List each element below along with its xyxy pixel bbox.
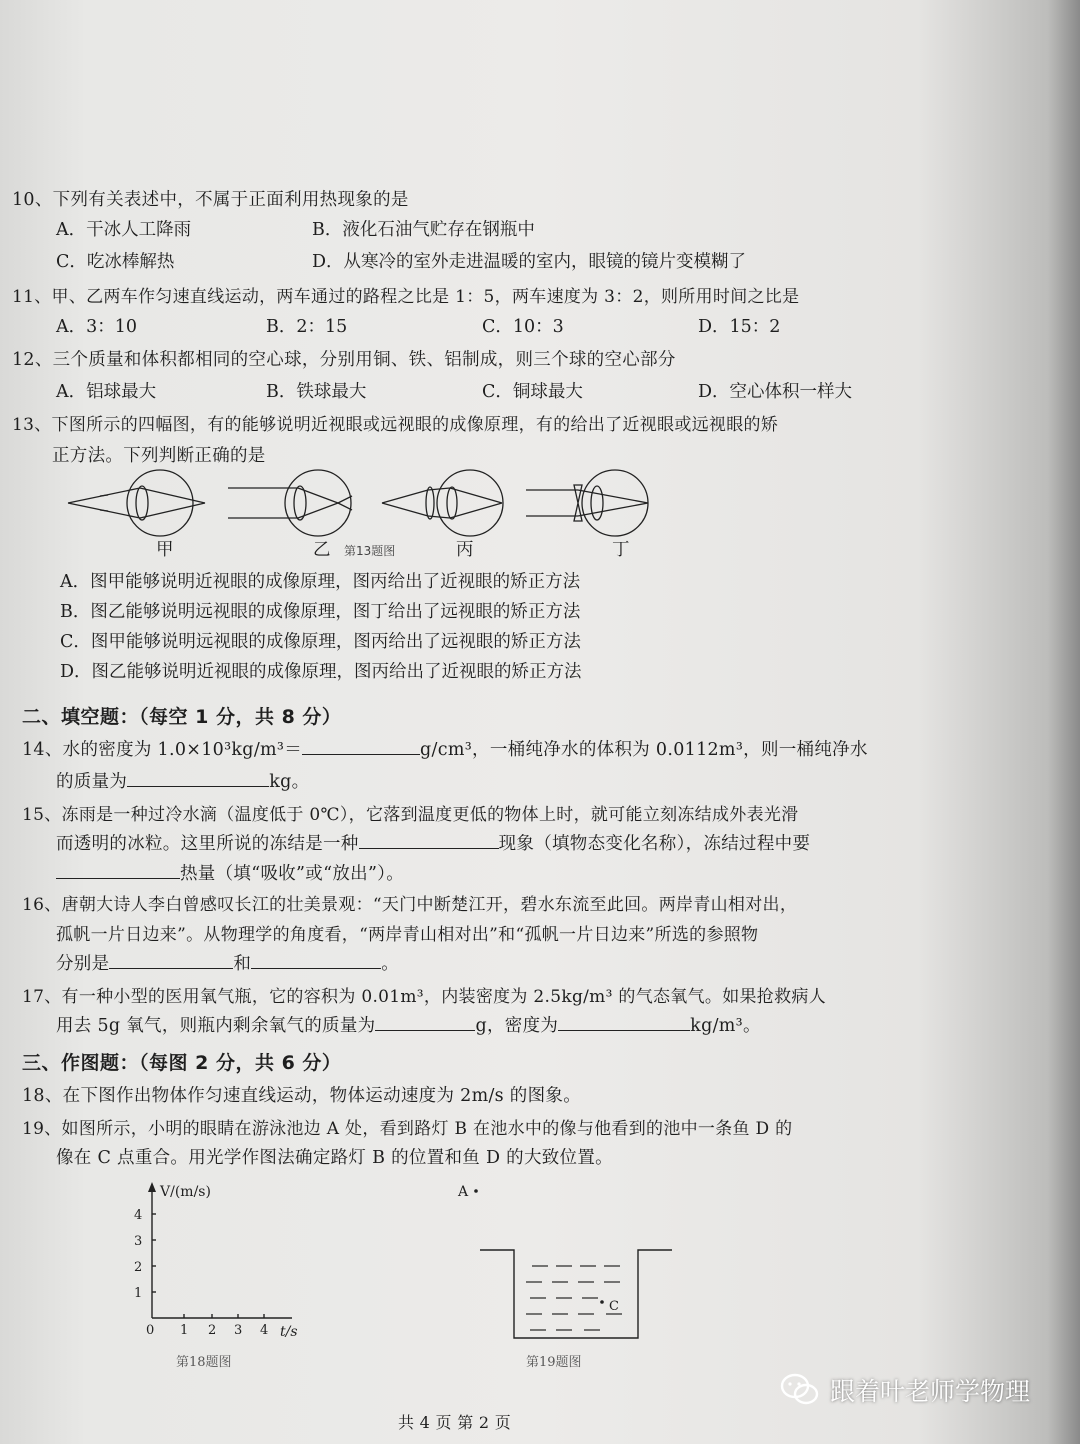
- q10-option-c: C．吃冰棒解热: [56, 252, 175, 272]
- fig19-point-a-label: A: [458, 1184, 469, 1200]
- q17-line1: 17、有一种小型的医用氧气瓶，它的容积为 0.01m³，内装密度为 2.5kg/m³ 的气态氧气。如果抢救病人: [22, 987, 827, 1007]
- q13-label-jia: 甲: [156, 540, 174, 560]
- section-drawing-title: 三、作图题：（每图 2 分，共 6 分）: [22, 1052, 342, 1074]
- q15-line1: 15、冻雨是一种过冷水滴（温度低于 0℃），它落到温度更低的物体上时，就可能立刻冻结成外表光滑: [22, 805, 799, 825]
- section-fill-in-title: 二、填空题：（每空 1 分，共 8 分）: [22, 706, 342, 728]
- q14-text-4: kg。: [269, 772, 310, 792]
- q17-text-c: kg/m³。: [690, 1016, 761, 1036]
- q13-stem-line2: 正方法。下列判断正确的是: [52, 446, 266, 466]
- q14-text-1: 14、水的密度为 1.0×10³kg/m³＝: [22, 740, 303, 760]
- page-footer: 共 4 页 第 2 页: [398, 1413, 512, 1432]
- watermark: [780, 1372, 1030, 1408]
- fig19-pool-walls: [480, 1250, 672, 1338]
- q12-option-b: B．铁球最大: [266, 382, 367, 402]
- q11-stem: 11、甲、乙两车作匀速直线运动，两车通过的路程之比是 1：5，两车速度为 3：2，则所用时间之比是: [12, 287, 800, 307]
- q14-line2: [56, 768, 309, 793]
- fig18-xtick-3: 3: [234, 1323, 243, 1338]
- wechat-icon: [780, 1373, 820, 1407]
- q16-text-c: 。: [381, 954, 400, 974]
- q12-option-d: D．空心体积一样大: [698, 382, 853, 402]
- q14-text-2: g/cm³，一桶纯净水的体积为 0.0112m³，则一桶纯净水: [420, 740, 868, 760]
- q13-option-c: C．图甲能够说明远视眼的成像原理，图丙给出了远视眼的矫正方法: [60, 632, 581, 652]
- q13-label-ding: 丁: [612, 540, 630, 560]
- q10-option-d: D．从寒冷的室外走进温暖的室内，眼镜的镜片变模糊了: [312, 252, 747, 272]
- q14-line1: [22, 736, 868, 761]
- q13-option-b: B．图乙能够说明远视眼的成像原理，图丁给出了远视眼的矫正方法: [60, 602, 581, 622]
- q12-stem: 12、三个质量和体积都相同的空心球，分别用铜、铁、铝制成，则三个球的空心部分: [12, 350, 676, 370]
- fig19-point-c-label: C: [609, 1299, 619, 1314]
- q10-option-b: B．液化石油气贮存在钢瓶中: [312, 220, 535, 240]
- eye-figure-jia: [68, 470, 205, 536]
- q15-blank-1[interactable]: [359, 830, 499, 849]
- q13-option-a: A．图甲能够说明近视眼的成像原理，图丙给出了近视眼的矫正方法: [60, 572, 581, 592]
- q13-label-bing: 丙: [456, 540, 474, 560]
- q16-text-a: 分别是: [56, 954, 110, 974]
- q16-blank-1[interactable]: [109, 950, 233, 969]
- q17-text-b: g，密度为: [475, 1016, 559, 1036]
- fig18-ytick-3: 3: [134, 1234, 143, 1249]
- q17-line2: [56, 1012, 761, 1037]
- eye-figure-yi: [228, 470, 352, 536]
- eye-figure-bing: [382, 470, 503, 536]
- q14-text-3: 的质量为: [56, 772, 128, 792]
- eye-figure-ding: [526, 470, 648, 536]
- fig18-origin: 0: [146, 1323, 155, 1338]
- q15-line3: [56, 860, 404, 885]
- q16-line3: [56, 950, 399, 975]
- fig19-pool-diagram[interactable]: [450, 1176, 690, 1376]
- q14-blank-1[interactable]: [302, 736, 420, 755]
- q16-line2: 孤帆一片日边来”。从物理学的角度看，“两岸青山相对出”和“孤帆一片日边来”所选的参照物: [56, 925, 759, 945]
- q11-option-a: A．3：10: [56, 317, 138, 337]
- q15-text-b: 现象（填物态变化名称），冻结过程中要: [498, 834, 811, 854]
- q15-text-c: 热量（填“吸收”或“放出”）。: [180, 864, 405, 884]
- q17-blank-1[interactable]: [375, 1012, 475, 1031]
- q12-option-c: C．铜球最大: [482, 382, 583, 402]
- q19-line1: 19、如图所示，小明的眼睛在游泳池边 A 处，看到路灯 B 在池水中的像与他看到的池中一条鱼 D 的: [22, 1119, 793, 1139]
- fig18-y-axis-label: V/(m/s): [160, 1184, 211, 1200]
- fig19-water-dashes: [526, 1266, 622, 1330]
- q15-line2: [56, 830, 810, 855]
- fig18-xtick-2: 2: [208, 1323, 217, 1338]
- q13-figure-caption: 第13题图: [344, 544, 396, 558]
- q13-label-yi: 乙: [313, 540, 331, 560]
- q19-line2: 像在 C 点重合。用光学作图法确定路灯 B 的位置和鱼 D 的大致位置。: [56, 1148, 613, 1168]
- fig18-ytick-4: 4: [134, 1208, 143, 1223]
- q10-stem: 10、下列有关表述中，不属于正面利用热现象的是: [12, 190, 409, 210]
- fig18-caption: 第18题图: [176, 1355, 232, 1370]
- q17-text-a: 用去 5g 氧气，则瓶内剩余氧气的质量为: [56, 1016, 376, 1036]
- q17-blank-2[interactable]: [558, 1012, 690, 1031]
- q15-blank-2[interactable]: [56, 860, 180, 879]
- q11-option-d: D．15：2: [698, 317, 781, 337]
- q14-blank-2[interactable]: [127, 768, 269, 787]
- fig18-vt-graph[interactable]: [120, 1176, 330, 1376]
- q18-stem: 18、在下图作出物体作匀速直线运动，物体运动速度为 2m/s 的图象。: [22, 1086, 581, 1106]
- fig18-ytick-1: 1: [134, 1286, 143, 1301]
- q15-text-a: 而透明的冰粒。这里所说的冻结是一种: [56, 834, 359, 854]
- watermark-text: 跟着叶老师学物理: [830, 1377, 1031, 1406]
- fig18-x-axis-label: t/s: [280, 1324, 298, 1340]
- q11-option-b: B．2：15: [266, 317, 348, 337]
- q16-blank-2[interactable]: [251, 950, 381, 969]
- fig18-xtick-4: 4: [260, 1323, 269, 1338]
- fig18-xtick-1: 1: [180, 1323, 189, 1338]
- q13-stem-line1: 13、下图所示的四幅图，有的能够说明近视眼或远视眼的成像原理，有的给出了近视眼或远视眼的矫: [12, 415, 779, 435]
- q10-option-a: A．干冰人工降雨: [56, 220, 192, 240]
- q16-text-b: 和: [233, 954, 252, 974]
- q13-option-d: D．图乙能够说明近视眼的成像原理，图丙给出了近视眼的矫正方法: [60, 662, 582, 682]
- fig19-caption: 第19题图: [526, 1355, 582, 1370]
- q11-option-c: C．10：3: [482, 317, 564, 337]
- q12-option-a: A．铝球最大: [56, 382, 157, 402]
- fig19-point-c: [600, 1300, 604, 1304]
- fig18-ytick-2: 2: [134, 1260, 143, 1275]
- fig19-point-a: [474, 1189, 478, 1193]
- q16-line1: 16、唐朝大诗人李白曾感叹长江的壮美景观：“天门中断楚江开，碧水东流至此回。两岸青山相对出，: [22, 895, 798, 915]
